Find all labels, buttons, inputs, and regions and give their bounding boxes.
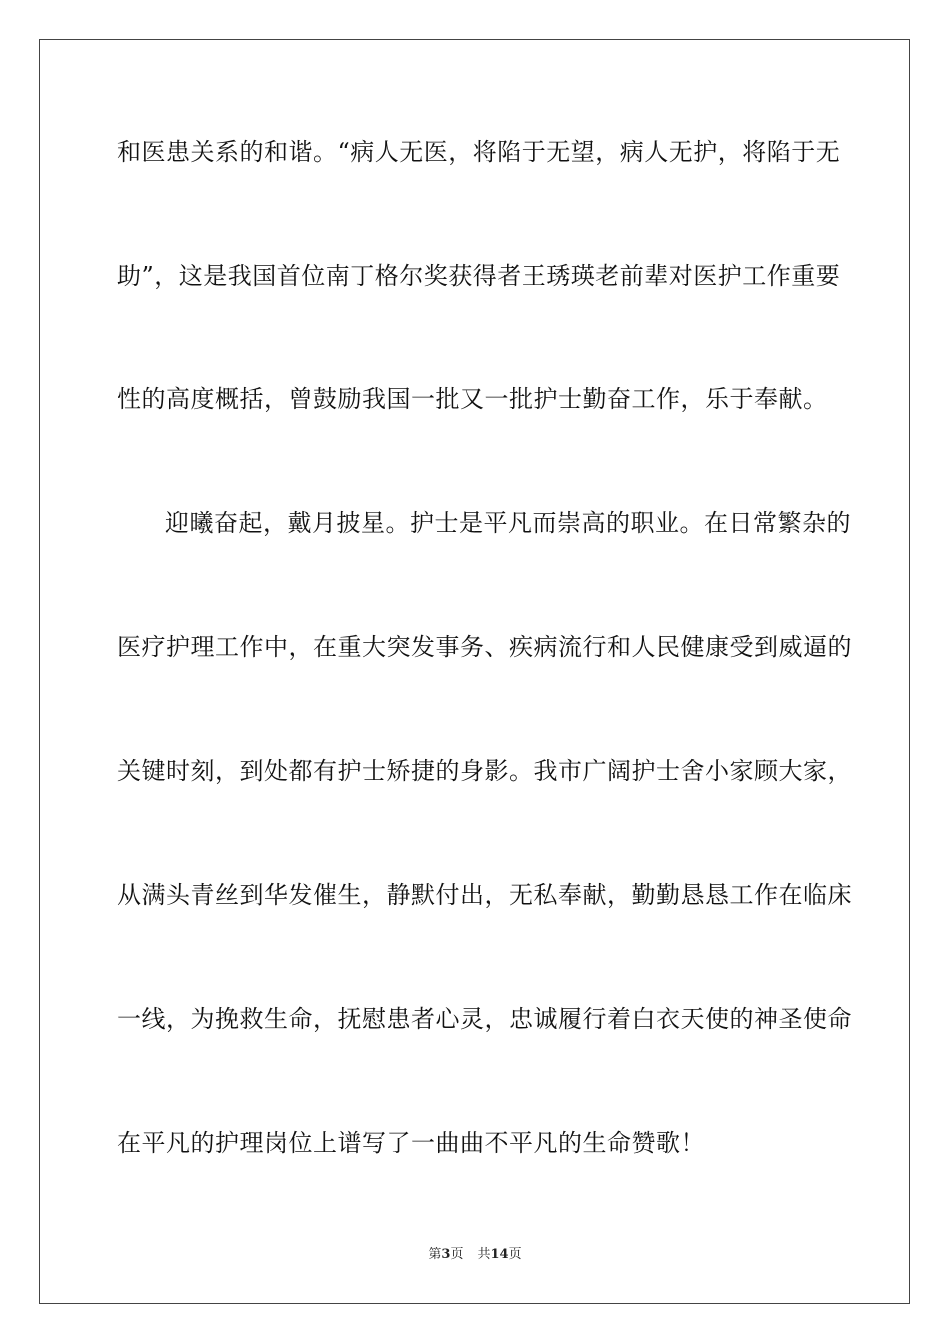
page-prefix: 第 — [428, 1247, 442, 1262]
total-prefix: 共 — [477, 1247, 491, 1262]
total-suffix: 页 — [508, 1247, 522, 1262]
text-line-4: 迎曦奋起，戴月披星。护士是平凡而崇高的职业。在日常繁杂的 — [165, 509, 851, 537]
text-line-6: 关键时刻，到处都有护士矫捷的身影。我市广阔护士舍小家顾大家， — [117, 757, 852, 785]
page-suffix: 页 — [450, 1247, 464, 1262]
text-line-3: 性的高度概括，曾鼓励我国一批又一批护士勤奋工作，乐于奉献。 — [117, 385, 828, 413]
text-line-5: 医疗护理工作中，在重大突发事务、疾病流行和人民健康受到威逼的 — [117, 633, 852, 661]
page-number: 3 — [441, 1247, 451, 1262]
total-pages: 14 — [490, 1247, 509, 1262]
page-border — [39, 39, 910, 1304]
text-line-1: 和医患关系的和谐。“病人无医，将陷于无望，病人无护，将陷于无 — [117, 138, 841, 166]
text-line-9: 在平凡的护理岗位上谱写了一曲曲不平凡的生命赞歌！ — [117, 1129, 705, 1157]
page-footer — [0, 1246, 950, 1264]
text-line-7: 从满头青丝到华发催生，静默付出，无私奉献，勤勤恳恳工作在临床 — [117, 881, 852, 909]
text-line-8: 一线，为挽救生命，抚慰患者心灵，忠诚履行着白衣天使的神圣使命 — [117, 1005, 852, 1033]
text-line-2: 助”，这是我国首位南丁格尔奖获得者王琇瑛老前辈对医护工作重要 — [117, 262, 841, 290]
